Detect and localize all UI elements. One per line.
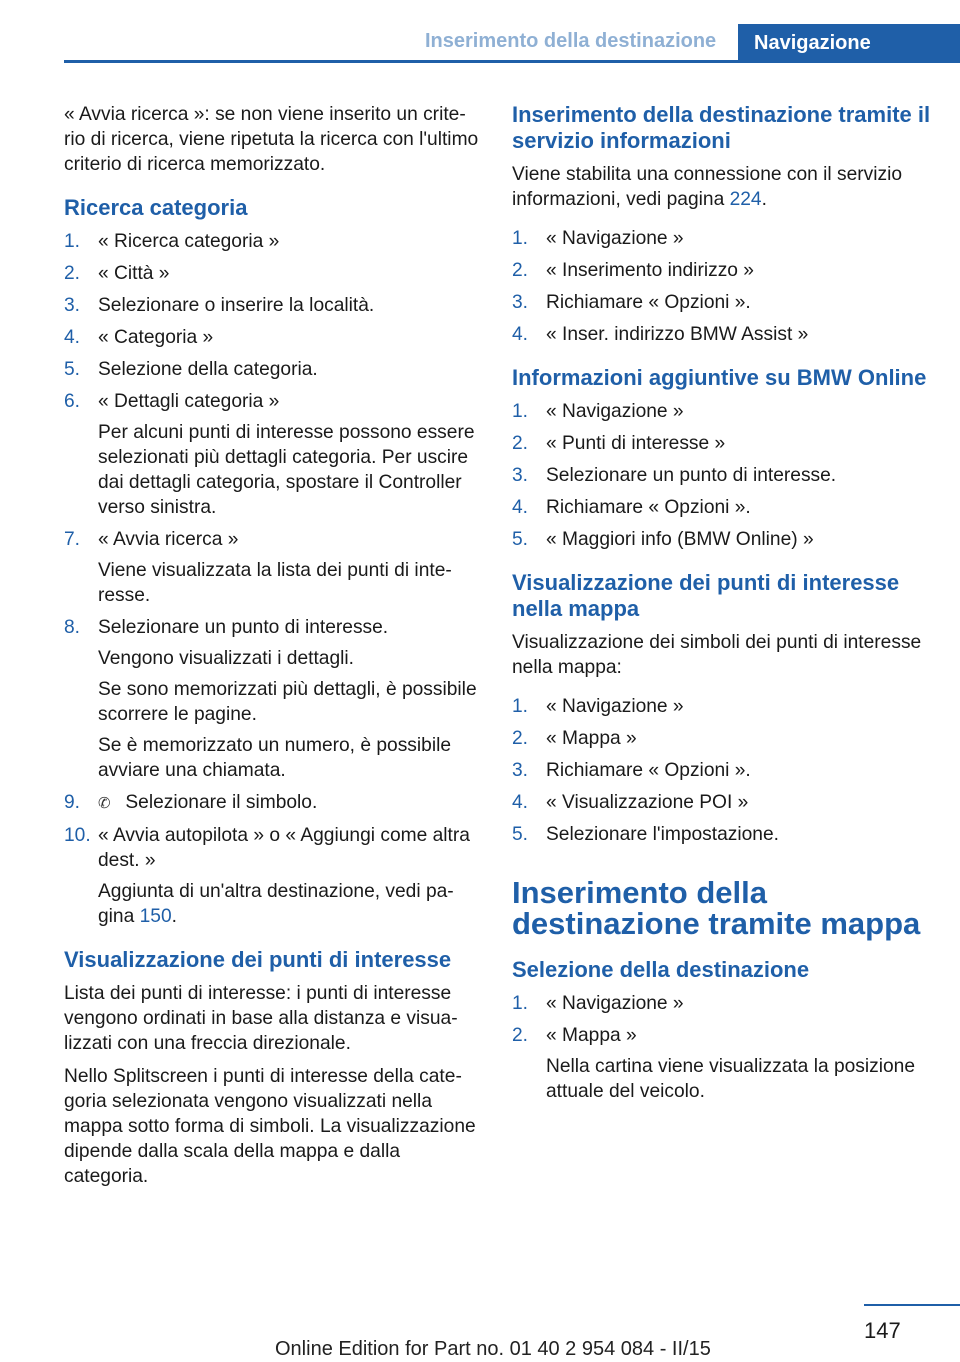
list-number: 2.	[512, 728, 529, 749]
list-item	[512, 226, 932, 251]
list-number: 4.	[512, 324, 529, 345]
list-number: 1.	[512, 401, 529, 422]
list-text: Selezionare un punto di interesse.	[98, 617, 389, 638]
list-text: « Avvia ricerca »	[98, 529, 239, 550]
list-item	[64, 823, 479, 929]
header-rule	[64, 60, 960, 63]
list-ricerca-categoria	[64, 229, 479, 929]
list-number: 3.	[64, 295, 81, 316]
list-number: 6.	[64, 391, 81, 412]
list-item	[64, 389, 479, 520]
list-subtext: Vengono visualizzati i dettagli.	[98, 648, 354, 669]
phone-symbol-icon: ✆	[98, 795, 111, 812]
page-link-224[interactable]: 224	[729, 189, 762, 210]
heading-visualizzazione-poi: Visualizzazione dei punti di interesse	[64, 947, 452, 972]
list-text: « Mappa »	[546, 1025, 637, 1046]
list-text: « Navigazione »	[546, 401, 684, 422]
page-number: 147	[864, 1318, 901, 1343]
heading-bmw-online: Informazioni aggiuntive su BMW Online	[512, 365, 927, 390]
list-number: 5.	[64, 359, 81, 380]
list-number: 4.	[512, 792, 529, 813]
list-subtext	[98, 879, 479, 929]
list-number: 8.	[64, 617, 81, 638]
list-text: « Inserimento indirizzo »	[546, 260, 754, 281]
list-text: Selezionare un punto di interesse.	[546, 465, 837, 486]
list-number: 1.	[64, 231, 81, 252]
paragraph-post: .	[761, 189, 767, 210]
paragraph: Nello Splitscreen i punti di interesse della categoria selezionata vengono visualizzati nella mappa sotto forma di simboli. La visualizzazione dipende dalla scala della mappa e dalla categoria.	[64, 1066, 476, 1187]
paragraph: Lista dei punti di interesse: i punti di interesse vengono ordinati in base alla distanza e visualizzati con una freccia direzionale.	[64, 983, 458, 1054]
list-item	[512, 495, 932, 520]
list-text: « Ricerca categoria »	[98, 231, 280, 252]
list-subtext: Se sono memorizzati più dettagli, è possibile scorrere le pagine.	[98, 679, 477, 725]
list-tramite-mappa	[512, 991, 932, 1104]
list-text: « Navigazione »	[546, 228, 684, 249]
list-text: « Visualizzazione POI »	[546, 792, 749, 813]
list-item	[512, 322, 932, 347]
footer-edition: Online Edition for Part no. 01 40 2 954 084 - II/15	[275, 1338, 711, 1360]
header-chapter-tab: Navigazione	[738, 24, 960, 63]
list-number: 5.	[512, 529, 529, 550]
list-number: 3.	[512, 292, 529, 313]
list-item	[512, 258, 932, 283]
list-number: 2.	[64, 263, 81, 284]
list-number: 3.	[512, 465, 529, 486]
heading-ricerca-categoria: Ricerca categoria	[64, 195, 248, 220]
footer-rule	[864, 1304, 960, 1306]
header-section-title: Inserimento della destinazione	[425, 30, 717, 52]
left-column	[64, 102, 479, 1197]
list-item	[512, 1023, 932, 1104]
list-text: Selezione della categoria.	[98, 359, 318, 380]
heading-servizio-informazioni: Inserimento della destinazione tramite il servizio informazioni	[512, 102, 931, 153]
list-number: 1.	[512, 228, 529, 249]
list-number: 7.	[64, 529, 81, 550]
paragraph	[512, 162, 932, 212]
list-number: 1.	[512, 993, 529, 1014]
list-item	[64, 357, 479, 382]
list-servizio	[512, 226, 932, 347]
list-text: Selezionare o inserire la località.	[98, 295, 375, 316]
list-item	[512, 290, 932, 315]
list-text: « Punti di interesse »	[546, 433, 726, 454]
list-bmw-online	[512, 399, 932, 552]
list-text: « Città »	[98, 263, 170, 284]
list-number: 3.	[512, 760, 529, 781]
list-subtext: Nella cartina viene visualizzata la posizione attuale del veicolo.	[546, 1056, 916, 1102]
list-item	[512, 758, 932, 783]
paragraph: Visualizzazione dei simboli dei punti di interesse nella mappa:	[512, 632, 922, 678]
list-text: Richiamare « Opzioni ».	[546, 760, 751, 781]
list-text: « Maggiori info (BMW Online) »	[546, 529, 814, 550]
list-item	[64, 293, 479, 318]
list-number: 2.	[512, 433, 529, 454]
list-item	[512, 463, 932, 488]
list-text: Selezionare l'impostazione.	[546, 824, 779, 845]
list-text: Selezionare il simbolo.	[125, 792, 318, 813]
list-text: « Avvia autopilota » o « Aggiungi come altra dest. »	[98, 825, 470, 871]
list-item	[512, 399, 932, 424]
list-number: 1.	[512, 696, 529, 717]
intro-paragraph: « Avvia ricerca »: se non viene inserito un criterio di ricerca, viene ripetuta la ricerca con l'ultimo criterio di ricerca memorizzato.	[64, 104, 479, 175]
list-item	[512, 694, 932, 719]
list-number: 2.	[512, 260, 529, 281]
list-number: 10.	[64, 825, 91, 846]
list-item	[64, 527, 479, 608]
list-item	[64, 229, 479, 254]
list-poi-mappa	[512, 694, 932, 847]
list-subtext-post: .	[171, 906, 177, 927]
list-text: « Mappa »	[546, 728, 637, 749]
list-number: 4.	[512, 497, 529, 518]
heading-selezione-destinazione: Selezione della destinazione	[512, 957, 810, 982]
page-link-150[interactable]: 150	[139, 906, 172, 927]
list-text: « Dettagli categoria »	[98, 391, 280, 412]
paragraph-pre: Viene stabilita una connessione con il servizio informazioni, vedi pagina	[512, 164, 903, 210]
list-text: « Navigazione »	[546, 993, 684, 1014]
list-item	[64, 615, 479, 783]
list-number: 2.	[512, 1025, 529, 1046]
list-item	[512, 726, 932, 751]
list-text: Richiamare « Opzioni ».	[546, 292, 751, 313]
heading-tramite-mappa: Inserimento della destinazione tramite mappa	[512, 875, 921, 941]
list-item	[512, 431, 932, 456]
list-text: « Categoria »	[98, 327, 214, 348]
list-text: « Inser. indirizzo BMW Assist »	[546, 324, 809, 345]
list-number: 5.	[512, 824, 529, 845]
list-subtext: Se è memorizzato un numero, è possibile avviare una chiamata.	[98, 735, 452, 781]
list-number: 9.	[64, 792, 81, 813]
heading-poi-mappa: Visualizzazione dei punti di interesse nella mappa	[512, 570, 900, 621]
list-item	[512, 790, 932, 815]
list-item	[512, 527, 932, 552]
right-column	[512, 102, 932, 1122]
list-item	[64, 790, 479, 816]
list-subtext-pre: Aggiunta di un'altra destinazione, vedi pagina	[98, 881, 454, 927]
list-item	[512, 822, 932, 847]
list-item	[512, 991, 932, 1016]
list-number: 4.	[64, 327, 81, 348]
list-subtext: Per alcuni punti di interesse possono essere selezionati più dettagli categoria. Per uscire dai dettagli categoria, spostare il Controller verso sinistra.	[98, 422, 475, 518]
list-item	[64, 261, 479, 286]
list-item	[64, 325, 479, 350]
list-text: « Navigazione »	[546, 696, 684, 717]
list-subtext: Viene visualizzata la lista dei punti di interesse.	[98, 560, 452, 606]
list-text: Richiamare « Opzioni ».	[546, 497, 751, 518]
